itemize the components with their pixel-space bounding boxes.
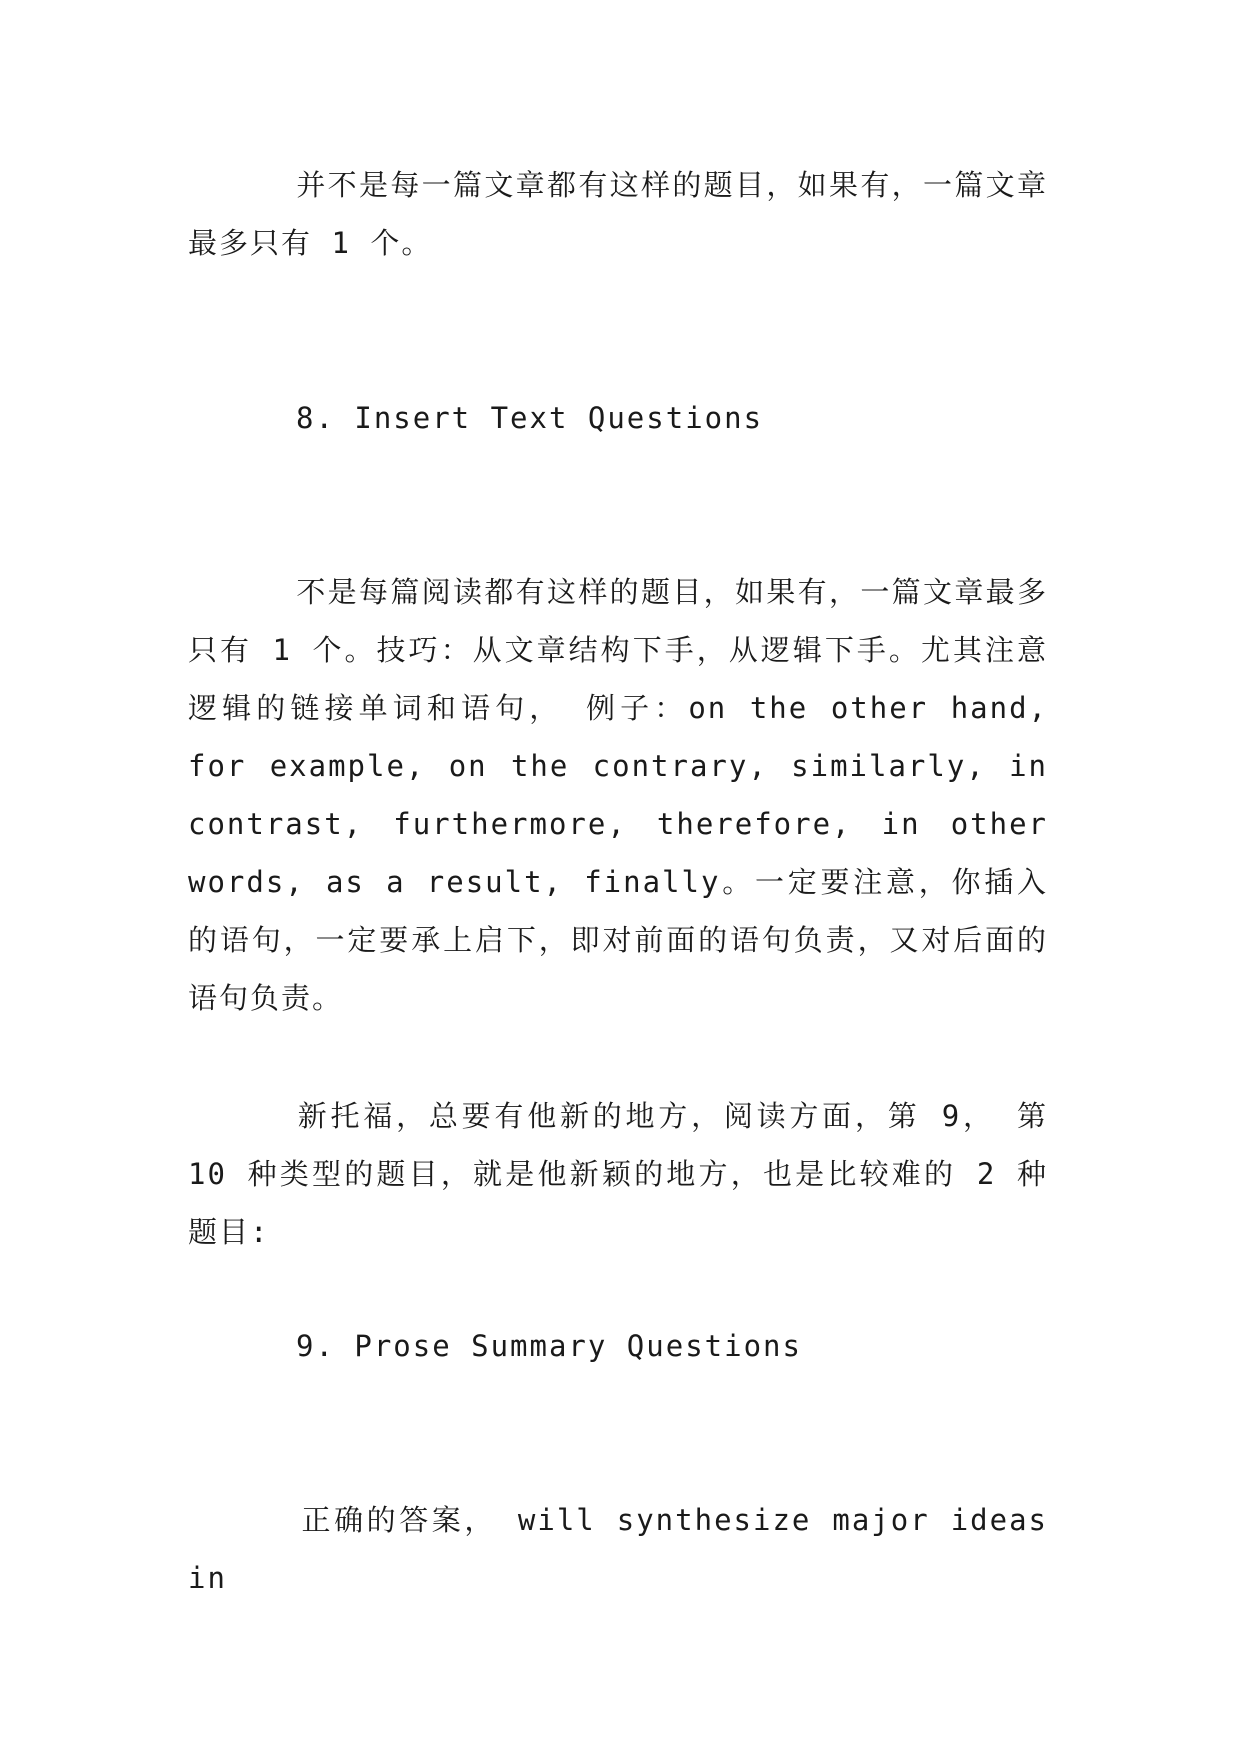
- paragraph-insert-text-tips: [188, 563, 1048, 1027]
- paragraph-text: 并不是每一篇文章都有这样的题目，如果有，一篇文章最多只有 1 个。: [188, 168, 1048, 260]
- paragraph-text: 新托福，总要有他新的地方，阅读方面，第 9， 第 10 种类型的题目，就是他新颖的地方，也是比较难的 2 种题目:: [188, 1099, 1048, 1249]
- paragraph-text: 不是每篇阅读都有这样的题目，如果有，一篇文章最多只有 1 个。技巧：从文章结构下手，从逻辑下手。尤其注意逻辑的链接单词和语句， 例子：on the other hand, for example, on the contrary, similarly, in contrast, furthermore, therefore, in other words, as a result, finally。一定要注意，你插入的语句，一定要承上启下，即对前面的语句负责，又对后面的语句负责。: [188, 575, 1048, 1015]
- heading-prose-summary-questions: 9. Prose Summary Questions: [296, 1329, 802, 1363]
- paragraph-not-every-article: [188, 156, 1048, 272]
- heading-insert-text-questions: 8. Insert Text Questions: [296, 401, 764, 435]
- paragraph-text: 正确的答案， will synthesize major ideas in: [188, 1503, 1048, 1595]
- paragraph-new-toefl-types: [188, 1087, 1048, 1261]
- paragraph-correct-answer: [188, 1491, 1048, 1607]
